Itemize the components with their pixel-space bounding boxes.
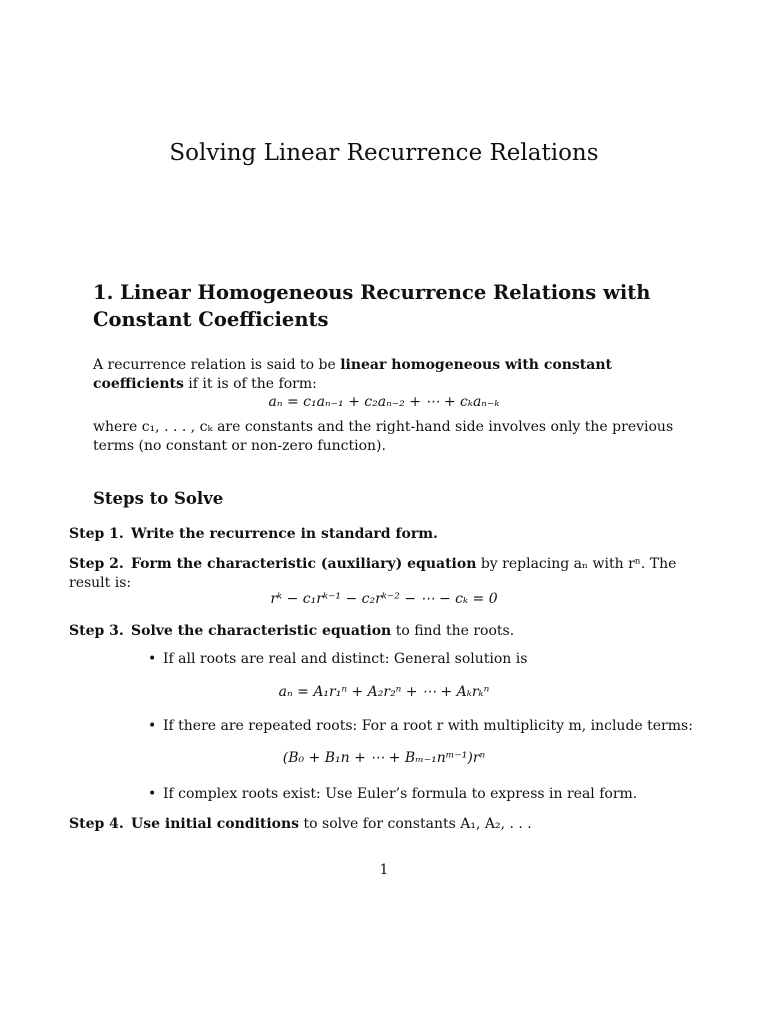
page-number: 1 bbox=[379, 862, 389, 878]
section-heading: 1. Linear Homogeneous Recurrence Relations with Constant Coefficients bbox=[93, 281, 651, 331]
step-label: Step 4. bbox=[69, 816, 124, 832]
step-1: Step 1. Write the recurrence in standard form. bbox=[69, 526, 438, 542]
document-title: Solving Linear Recurrence Relations bbox=[169, 140, 599, 166]
bullet-repeated-roots: • If there are repeated roots: For a root r with multiplicity m, include terms: bbox=[148, 718, 693, 734]
bullet-complex-roots: • If complex roots exist: Use Euler’s formula to express in real form. bbox=[148, 786, 638, 802]
intro-paragraph: A recurrence relation is said to be linear homogeneous with constant coefficients if it is of the form: bbox=[93, 357, 612, 392]
steps-heading: Steps to Solve bbox=[93, 489, 224, 508]
recurrence-equation: aₙ = c₁aₙ₋₁ + c₂aₙ₋₂ + ⋯ + cₖaₙ₋ₖ bbox=[268, 394, 500, 410]
step-3: Step 3. Solve the characteristic equation to find the roots. bbox=[69, 623, 515, 639]
step-label: Step 1. bbox=[69, 526, 124, 542]
step-4: Step 4. Use initial conditions to solve for constants A₁, A₂, . . . bbox=[69, 816, 532, 832]
distinct-roots-equation: aₙ = A₁r₁ⁿ + A₂r₂ⁿ + ⋯ + Aₖrₖⁿ bbox=[278, 684, 490, 700]
bullet-distinct-roots: • If all roots are real and distinct: General solution is bbox=[148, 651, 528, 667]
step-label: Step 2. bbox=[69, 556, 124, 572]
repeated-roots-equation: (B₀ + B₁n + ⋯ + Bₘ₋₁nᵐ⁻¹)rⁿ bbox=[282, 750, 486, 766]
where-paragraph: where c₁, . . . , cₖ are constants and the right-hand side involves only the previous terms (no constant or non-zero function). bbox=[93, 419, 674, 454]
step-2: Step 2. Form the characteristic (auxiliary) equation by replacing aₙ with rⁿ. The result is: bbox=[69, 556, 677, 591]
step-label: Step 3. bbox=[69, 623, 124, 639]
characteristic-equation: rᵏ − c₁rᵏ⁻¹ − c₂rᵏ⁻² − ⋯ − cₖ = 0 bbox=[270, 591, 498, 607]
